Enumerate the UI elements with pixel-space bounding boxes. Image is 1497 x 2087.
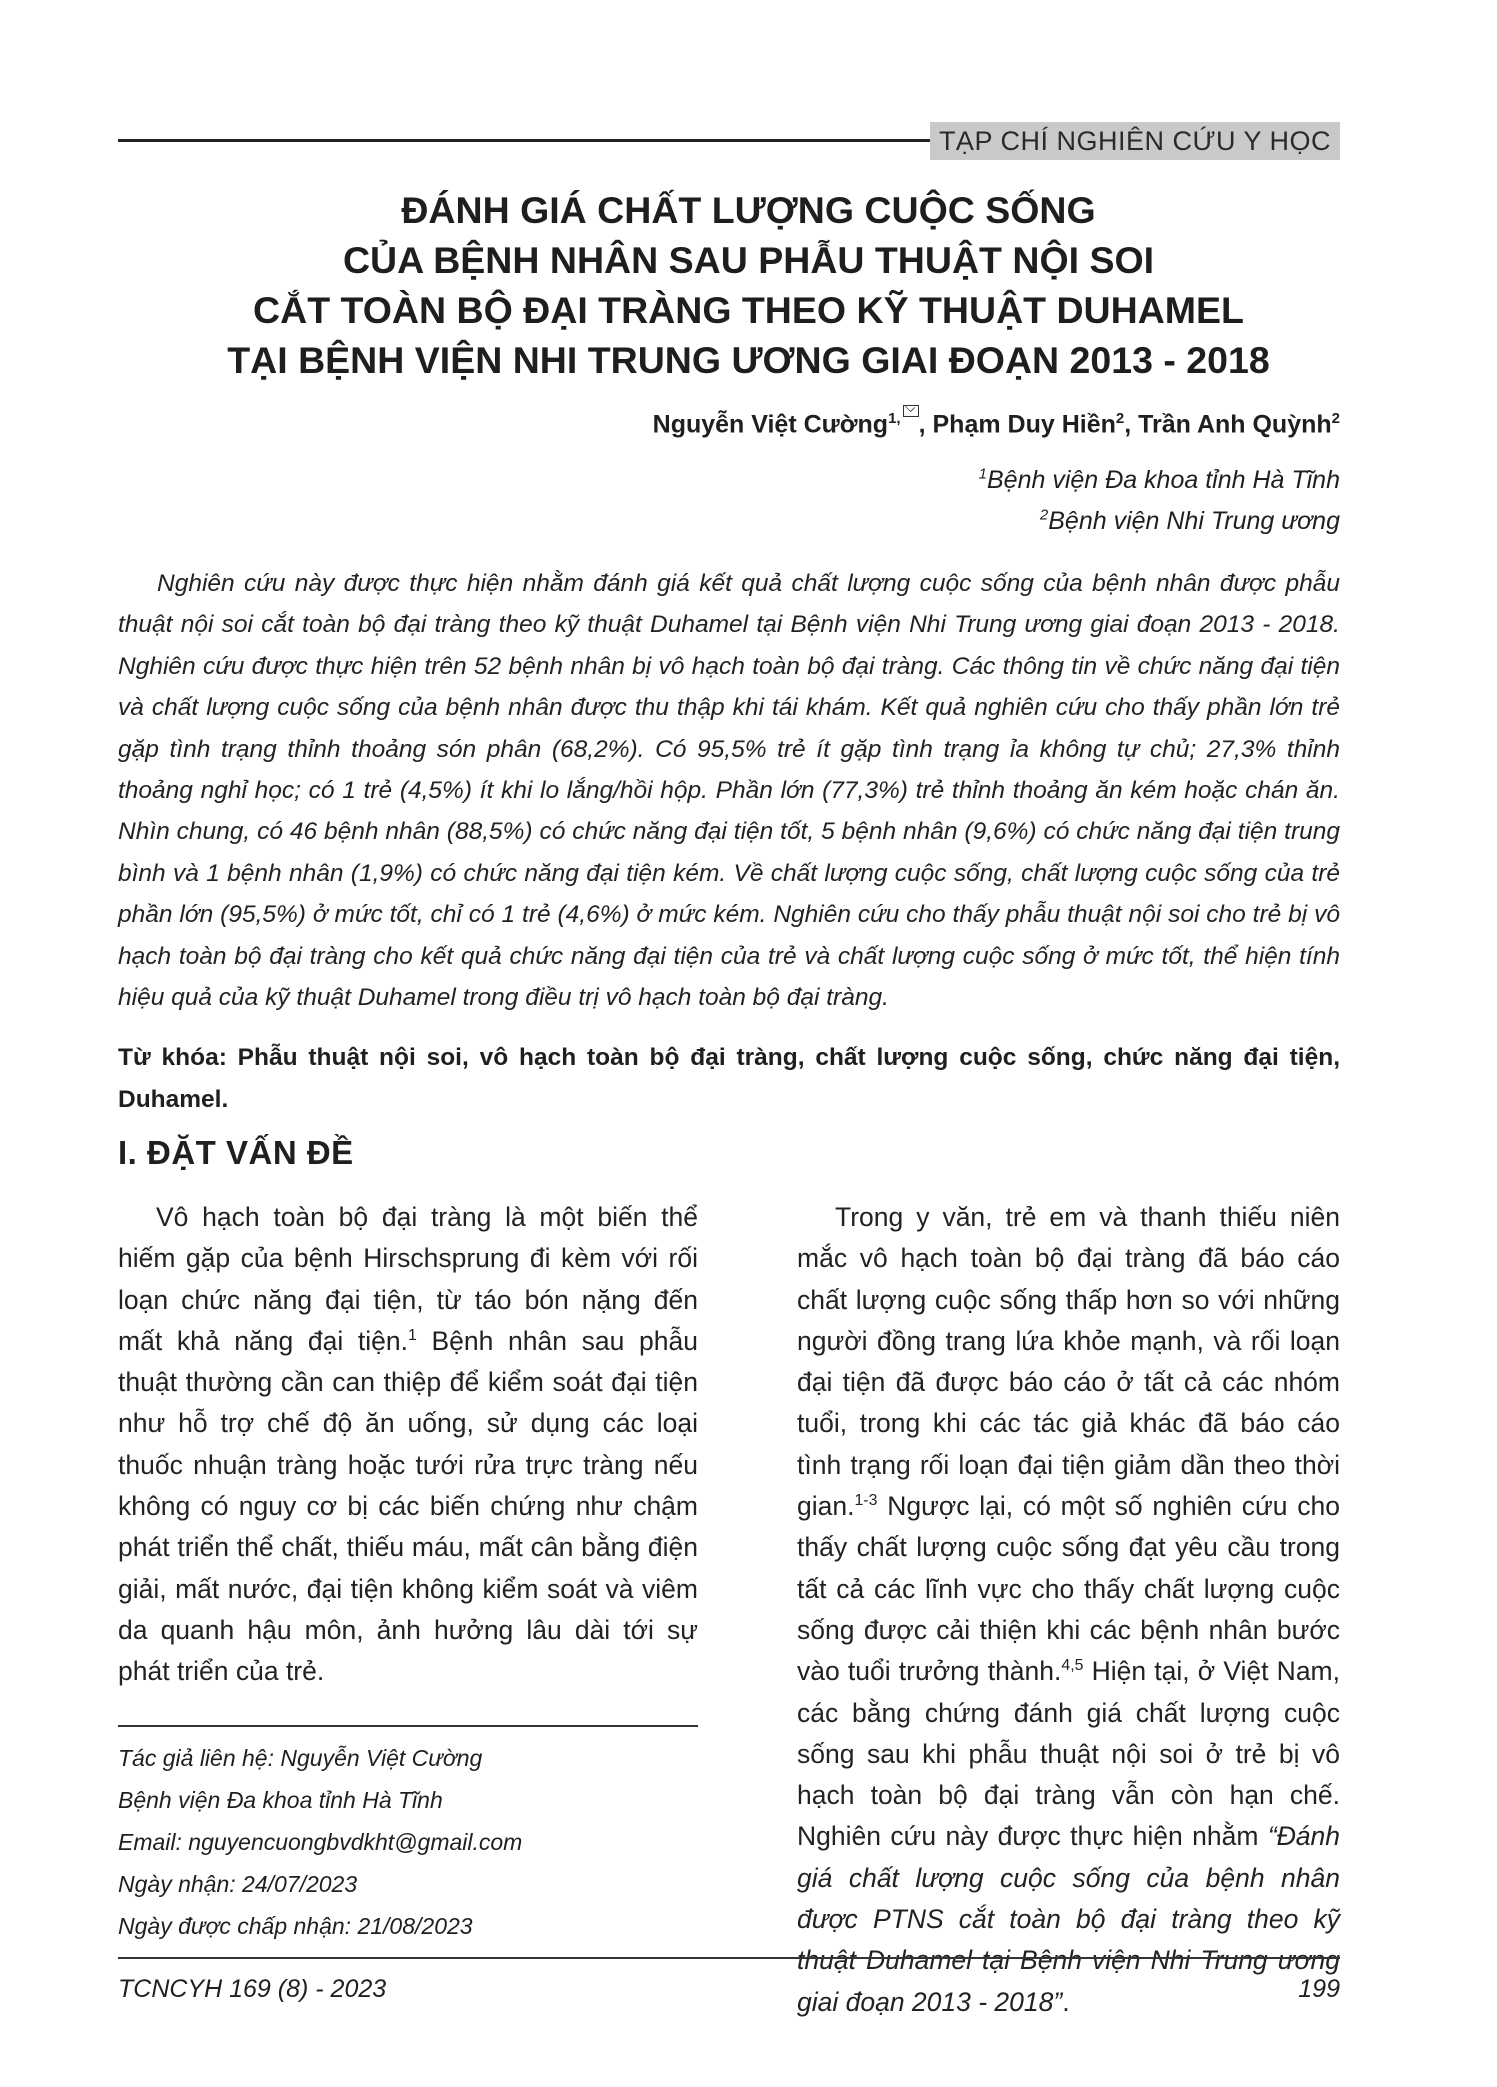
paragraph-text: Trong y văn, trẻ em và thanh thiếu niên mắc vô hạch toàn bộ đại tràng đã báo cáo chất lượng cuộc sống thấp hơn so với những người đồng trang lứa khỏe mạnh, và rối loạn đại tiện đã được báo cáo ở tất cả các nhóm tuổi, trong khi các tác giả khác đã báo cáo tình trạng rối loạn đại tiện giảm dần theo thời gian. [797,1202,1340,1522]
author-affiliation-mark: 2 [1331,410,1340,427]
page-number: 199 [1298,1975,1340,2003]
author-separator: , [1124,410,1139,439]
study-aim-quote: “Đánh giá chất lượng cuộc sống của bệnh nhân được PTNS cắt toàn bộ đại tràng theo kỹ thuật Duhamel tại Bệnh viện Nhi Trung ương giai đoạn 2013 - 2018” [797,1821,1340,2017]
title-line: TẠI BỆNH VIỆN NHI TRUNG ƯƠNG GIAI ĐOẠN 2013 - 2018 [227,339,1270,381]
title-line: CỦA BỆNH NHÂN SAU PHẪU THUẬT NỘI SOI [342,239,1155,281]
author-separator: , [918,410,933,439]
footnote-line: Bệnh viện Đa khoa tỉnh Hà Tĩnh [118,1787,443,1813]
affiliation-text: Bệnh viện Nhi Trung ương [1048,507,1340,535]
affiliation [1040,507,1340,536]
footnote-line: Ngày được chấp nhận: 21/08/2023 [118,1913,473,1939]
affiliation-mark: 1 [978,465,987,483]
title-line: CẮT TOÀN BỘ ĐẠI TRÀNG THEO KỸ THUẬT DUHAMEL [253,289,1244,331]
envelope-icon [903,405,919,417]
author-list [653,405,1340,439]
author-name: Nguyễn Việt Cường [652,410,889,439]
paragraph-text: Hiện tại, ở Việt Nam, các bằng chứng đánh giá chất lượng cuộc sống sau khi phẫu thuật nội soi ở trẻ bị vô hạch toàn bộ đại tràng vẫn còn hạn chế. Nghiên cứu này được thực hiện nhằm [797,1656,1340,1852]
author-name: Phạm Duy Hiền [932,410,1116,439]
intro-right-column [797,1197,1340,2023]
header-rule [118,139,930,142]
intro-left-column [118,1197,698,1693]
journal-name: TẠP CHÍ NGHIÊN CỨU Y HỌC [930,122,1340,160]
paragraph-text: . [1062,1986,1070,2017]
footnote-rule [118,1725,698,1727]
citation-ref: 1 [407,1327,417,1345]
footnote-line: Tác giả liên hệ: Nguyễn Việt Cường [118,1745,483,1771]
citation-ref: 1-3 [854,1492,878,1510]
footnote-email: Email: nguyencuongbvdkht@gmail.com [118,1829,523,1855]
abstract: Nghiên cứu này được thực hiện nhằm đánh giá kết quả chất lượng cuộc sống của bệnh nhân được phẫu thuật nội soi cắt toàn bộ đại tràng theo kỹ thuật Duhamel tại Bệnh viện Nhi Trung ương giai đoạn 2013 - 2018. Nghiên cứu được thực hiện trên 52 bệnh nhân bị vô hạch toàn bộ đại tràng. Các thông tin về chức năng đại tiện và chất lượng cuộc sống của bệnh nhân được thu thập khi tái khám. Kết quả nghiên cứu cho thấy phần lớn trẻ gặp tình trạng thỉnh thoảng són phân (68,2%). Có 95,5% trẻ ít gặp tình trạng ỉa không tự chủ; 27,3% thỉnh thoảng nghỉ học; có 1 trẻ (4,5%) ít khi lo lắng/hồi hộp. Phần lớn (77,3%) trẻ thỉnh thoảng ăn kém hoặc chán ăn. Nhìn chung, có 46 bệnh nhân (88,5%) có chức năng đại tiện tốt, 5 bệnh nhân (9,6%) có chức năng đại tiện trung bình và 1 bệnh nhân (1,9%) có chức năng đại tiện kém. Về chất lượng cuộc sống, chất lượng cuộc sống của trẻ phần lớn (95,5%) ở mức tốt, chỉ có 1 trẻ (4,6%) ở mức kém. Nghiên cứu cho thấy phẫu thuật nội soi cho trẻ bị vô hạch toàn bộ đại tràng cho kết quả chức năng đại tiện của trẻ và chất lượng cuộc sống ở mức tốt, thể hiện tính hiệu quả của kỹ thuật Duhamel trong điều trị vô hạch toàn bộ đại tràng. [118,570,1340,1012]
article-title [100,185,1397,385]
affiliation [979,466,1340,495]
footnote-line: Ngày nhận: 24/07/2023 [118,1871,358,1897]
affiliation-mark: 2 [1039,506,1049,524]
affiliation-text: Bệnh viện Đa khoa tỉnh Hà Tĩnh [987,466,1340,494]
paragraph-text: Ngược lại, có một số nghiên cứu cho thấy chất lượng cuộc sống đạt yêu cầu trong tất cả các lĩnh vực cho thấy chất lượng cuộc sống được cải thiện khi các bệnh nhân bước vào tuổi trưởng thành. [797,1491,1340,1687]
author-name: Trần Anh Quỳnh [1138,410,1332,439]
author-affiliation-mark: 1, [888,410,901,427]
paragraph-text: Vô hạch toàn bộ đại tràng là một biến thể hiếm gặp của bệnh Hirschsprung đi kèm với rối loạn chức năng đại tiện, từ táo bón nặng đến mất khả năng đại tiện. [118,1202,698,1356]
corresponding-author-footnote [118,1737,698,1947]
title-line: ĐÁNH GIÁ CHẤT LƯỢNG CUỘC SỐNG [401,189,1096,231]
paragraph-text: Bệnh nhân sau phẫu thuật thường cần can thiệp để kiểm soát đại tiện như hỗ trợ chế độ ăn uống, sử dụng các loại thuốc nhuận tràng hoặc tưới rửa trực tràng nếu không có nguy cơ bị các biến chứng như chậm phát triển thể chất, thiếu máu, mất cân bằng điện giải, mất nước, đại tiện không kiểm soát và viêm da quanh hậu môn, ảnh hưởng lâu dài tới sự phát triển của trẻ. [118,1325,698,1687]
keywords: Từ khóa: Phẫu thuật nội soi, vô hạch toàn bộ đại tràng, chất lượng cuộc sống, chức năng đại tiện, Duhamel. [118,1044,1340,1113]
journal-issue: TCNCYH 169 (8) - 2023 [118,1975,387,2003]
footer-rule [118,1957,1340,1959]
section-heading: I. ĐẶT VẤN ĐỀ [118,1134,354,1171]
citation-ref: 4,5 [1061,1657,1084,1675]
author-affiliation-mark: 2 [1115,410,1125,427]
